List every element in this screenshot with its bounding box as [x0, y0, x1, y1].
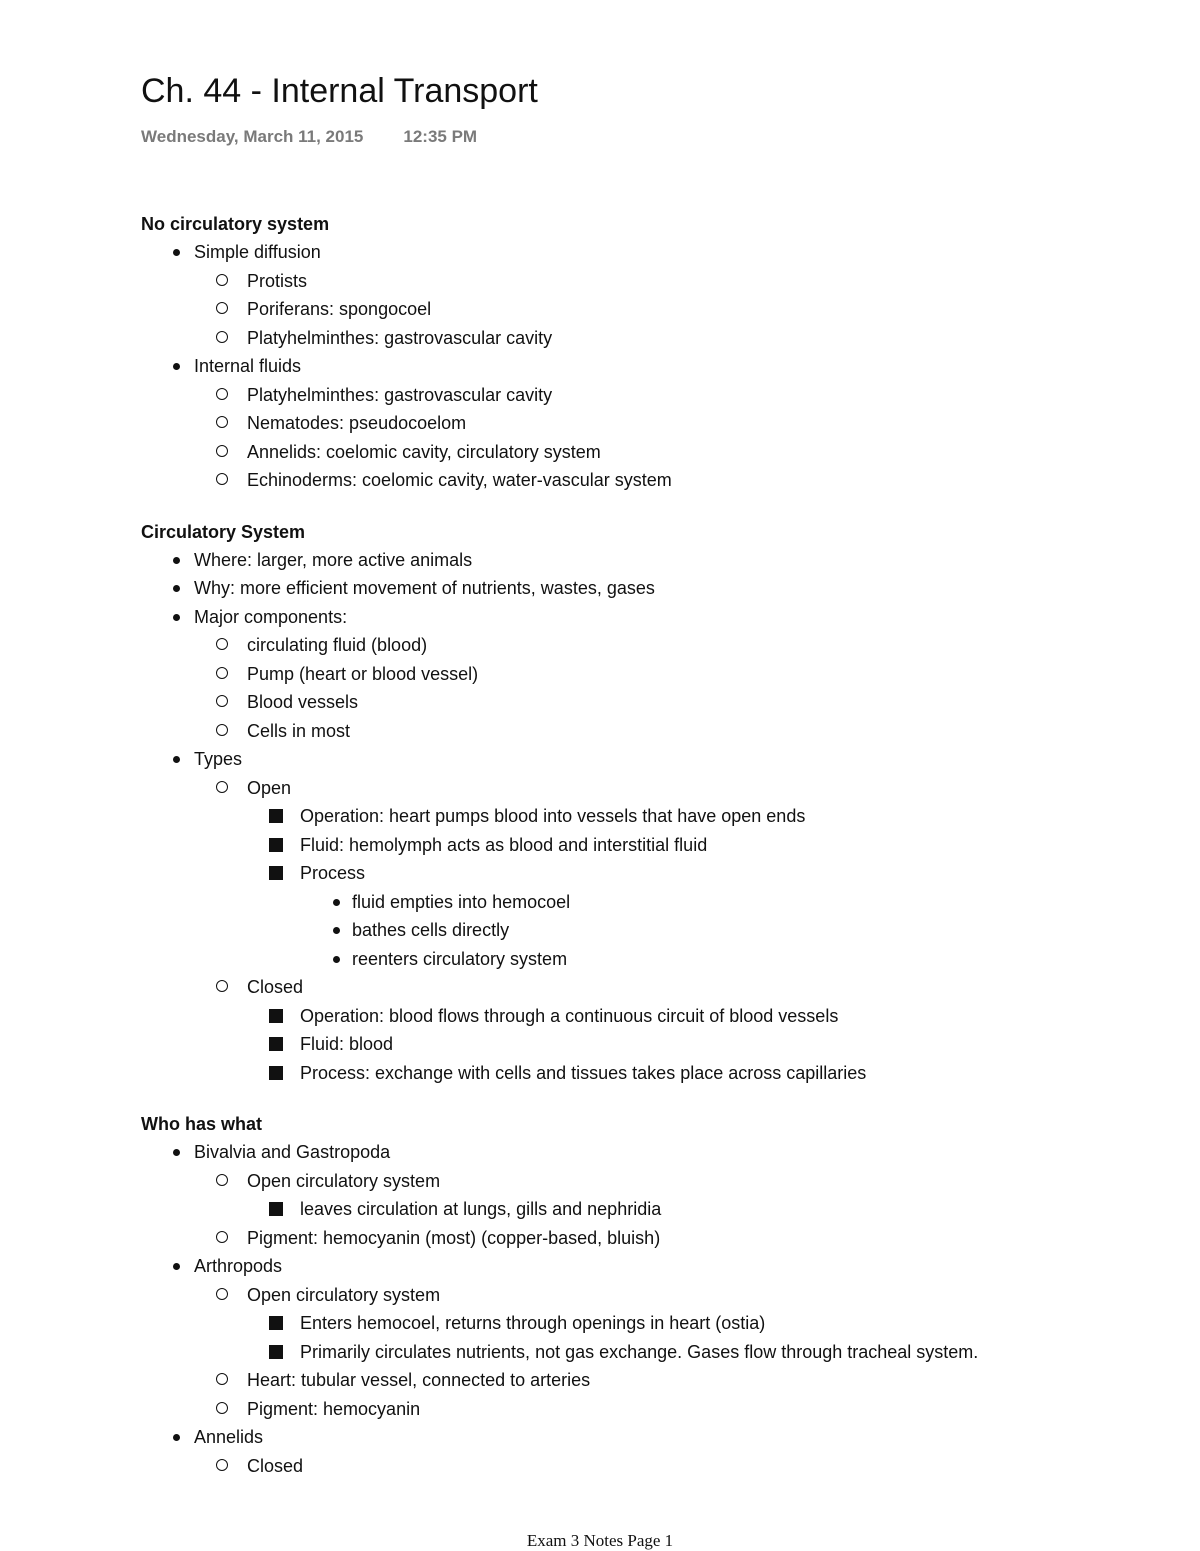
bullet-circle-icon: [216, 388, 228, 400]
list-item-text: Open: [247, 777, 292, 798]
list-item: [141, 631, 1161, 660]
list-item: [141, 1309, 1161, 1338]
bullet-circle-icon: [216, 1174, 228, 1186]
section-heading: No circulatory system: [141, 214, 330, 234]
list-item: [141, 745, 1161, 774]
list-item-text: Enters hemocoel, returns through openings in heart (ostia): [300, 1313, 766, 1333]
list-item-text: Closed: [247, 1455, 304, 1476]
list-item-text: Where: larger, more active animals: [194, 549, 473, 570]
bullet-circle-icon: [216, 445, 228, 457]
bullet-circle-icon: [216, 781, 228, 793]
list-item-text: Blood vessels: [247, 692, 359, 712]
list-item: [141, 1252, 1161, 1281]
list-item: [141, 774, 1161, 803]
list-item: [141, 324, 1161, 353]
list-item: [141, 1138, 1161, 1167]
list-item-text: bathes cells directly: [352, 920, 510, 940]
bullet-square-icon: [269, 1316, 283, 1330]
section-heading: Who has what: [141, 1114, 262, 1134]
bullet-square-icon: [269, 838, 283, 852]
list-item-text: Primarily circulates nutrients, not gas exchange. Gases flow through tracheal system.: [300, 1341, 979, 1362]
list-item-text: Annelids: [194, 1427, 264, 1447]
bullet-square-icon: [269, 866, 283, 880]
notes-section: [141, 519, 1161, 1088]
list-item: [141, 802, 1161, 831]
list-item-text: Process: [300, 863, 366, 883]
list-item-text: Process: exchange with cells and tissues takes place across capillaries: [300, 1062, 867, 1083]
list-item-text: Types: [194, 749, 243, 769]
list-item-text: Fluid: blood: [300, 1034, 394, 1054]
page-time: 12:35 PM: [403, 127, 478, 146]
bullet-dot-icon: [333, 927, 340, 934]
list-item: [141, 466, 1161, 495]
page-date: Wednesday, March 11, 2015: [141, 127, 364, 146]
bullet-circle-icon: [216, 302, 228, 314]
list-item: [141, 660, 1161, 689]
bullet-circle-icon: [216, 1402, 228, 1414]
list-item-text: fluid empties into hemocoel: [352, 891, 571, 912]
list-item: [141, 888, 1161, 917]
list-item: [141, 1338, 1161, 1367]
list-item-text: Closed: [247, 977, 304, 997]
list-item-text: Operation: blood flows through a continuous circuit of blood vessels: [300, 1005, 839, 1026]
list-item: [141, 238, 1161, 267]
list-item: [141, 916, 1161, 945]
bullet-dot-icon: [333, 956, 340, 963]
bullet-square-icon: [269, 1345, 283, 1359]
bullet-square-icon: [269, 1202, 283, 1216]
notes-section: [141, 211, 1161, 495]
list-item: [141, 1452, 1161, 1481]
section-heading: Circulatory System: [141, 521, 306, 542]
list-item-text: Protists: [247, 270, 308, 291]
list-item: [141, 945, 1161, 974]
bullet-square-icon: [269, 809, 283, 823]
list-item: [141, 1281, 1161, 1310]
list-item-text: Major components:: [194, 606, 348, 627]
list-item: [141, 409, 1161, 438]
bullet-circle-icon: [216, 1231, 228, 1243]
bullet-circle-icon: [216, 416, 228, 428]
bullet-circle-icon: [216, 724, 228, 736]
bullet-dot-icon: [173, 1149, 180, 1156]
bullet-dot-icon: [173, 363, 180, 370]
bullet-dot-icon: [333, 899, 340, 906]
page-meta: [141, 127, 477, 147]
list-item-text: Echinoderms: coelomic cavity, water-vascular system: [247, 470, 672, 490]
list-item: [141, 973, 1161, 1002]
bullet-circle-icon: [216, 667, 228, 679]
list-item-text: reenters circulatory system: [352, 948, 568, 969]
list-item-text: Pigment: hemocyanin: [247, 1398, 421, 1419]
bullet-circle-icon: [216, 331, 228, 343]
bullet-dot-icon: [173, 1263, 180, 1270]
list-item-text: Pump (heart or blood vessel): [247, 663, 479, 684]
list-item-text: Poriferans: spongocoel: [247, 299, 432, 319]
list-item-text: Annelids: coelomic cavity, circulatory system: [247, 441, 601, 462]
list-item: [141, 1059, 1161, 1088]
list-item-text: Fluid: hemolymph acts as blood and interstitial fluid: [300, 834, 708, 855]
list-item: [141, 267, 1161, 296]
page-footer: Exam 3 Notes Page 1: [526, 1531, 674, 1550]
notes-section: [141, 1111, 1161, 1480]
list-item: [141, 574, 1161, 603]
bullet-square-icon: [269, 1009, 283, 1023]
list-item-text: Platyhelminthes: gastrovascular cavity: [247, 384, 553, 405]
bullet-circle-icon: [216, 695, 228, 707]
list-item-text: circulating fluid (blood): [247, 635, 428, 655]
list-item-text: Simple diffusion: [194, 242, 321, 262]
list-item: [141, 1030, 1161, 1059]
list-item-text: Why: more efficient movement of nutrients, wastes, gases: [194, 578, 655, 598]
list-item: [141, 1366, 1161, 1395]
bullet-circle-icon: [216, 1373, 228, 1385]
list-item-text: Open circulatory system: [247, 1170, 441, 1191]
list-item-text: Nematodes: pseudocoelom: [247, 413, 467, 433]
page-title: Ch. 44 - Internal Transport: [141, 72, 538, 110]
list-item: [141, 831, 1161, 860]
bullet-circle-icon: [216, 473, 228, 485]
list-item-text: Operation: heart pumps blood into vessels that have open ends: [300, 806, 806, 826]
outline-list: [141, 238, 1161, 495]
list-item: [141, 1395, 1161, 1424]
list-item: [141, 352, 1161, 381]
list-item: [141, 1167, 1161, 1196]
list-item-text: Pigment: hemocyanin (most) (copper-based, bluish): [247, 1227, 661, 1248]
list-item: [141, 1002, 1161, 1031]
section-spacer: [141, 1087, 1161, 1111]
list-item: [141, 1423, 1161, 1452]
bullet-circle-icon: [216, 274, 228, 286]
bullet-square-icon: [269, 1066, 283, 1080]
section-spacer: [141, 495, 1161, 519]
bullet-dot-icon: [173, 756, 180, 763]
bullet-circle-icon: [216, 638, 228, 650]
list-item: [141, 381, 1161, 410]
list-item-text: leaves circulation at lungs, gills and nephridia: [300, 1199, 662, 1219]
list-item: [141, 1195, 1161, 1224]
outline-list: [141, 1138, 1161, 1480]
bullet-dot-icon: [173, 585, 180, 592]
bullet-dot-icon: [173, 557, 180, 564]
list-item: [141, 438, 1161, 467]
bullet-dot-icon: [173, 614, 180, 621]
bullet-circle-icon: [216, 980, 228, 992]
list-item-text: Cells in most: [247, 720, 351, 741]
list-item: [141, 688, 1161, 717]
list-item-text: Heart: tubular vessel, connected to arteries: [247, 1370, 591, 1390]
bullet-circle-icon: [216, 1288, 228, 1300]
bullet-square-icon: [269, 1037, 283, 1051]
list-item: [141, 859, 1161, 888]
list-item-text: Internal fluids: [194, 356, 302, 376]
bullet-dot-icon: [173, 249, 180, 256]
bullet-circle-icon: [216, 1459, 228, 1471]
list-item-text: Open circulatory system: [247, 1284, 441, 1305]
outline-list: [141, 546, 1161, 1088]
list-item-text: Platyhelminthes: gastrovascular cavity: [247, 327, 553, 348]
bullet-dot-icon: [173, 1434, 180, 1441]
list-item: [141, 603, 1161, 632]
list-item-text: Arthropods: [194, 1256, 283, 1276]
notes-content: [141, 211, 1161, 1480]
list-item: [141, 1224, 1161, 1253]
list-item: [141, 717, 1161, 746]
list-item-text: Bivalvia and Gastropoda: [194, 1142, 391, 1162]
list-item: [141, 295, 1161, 324]
list-item: [141, 546, 1161, 575]
